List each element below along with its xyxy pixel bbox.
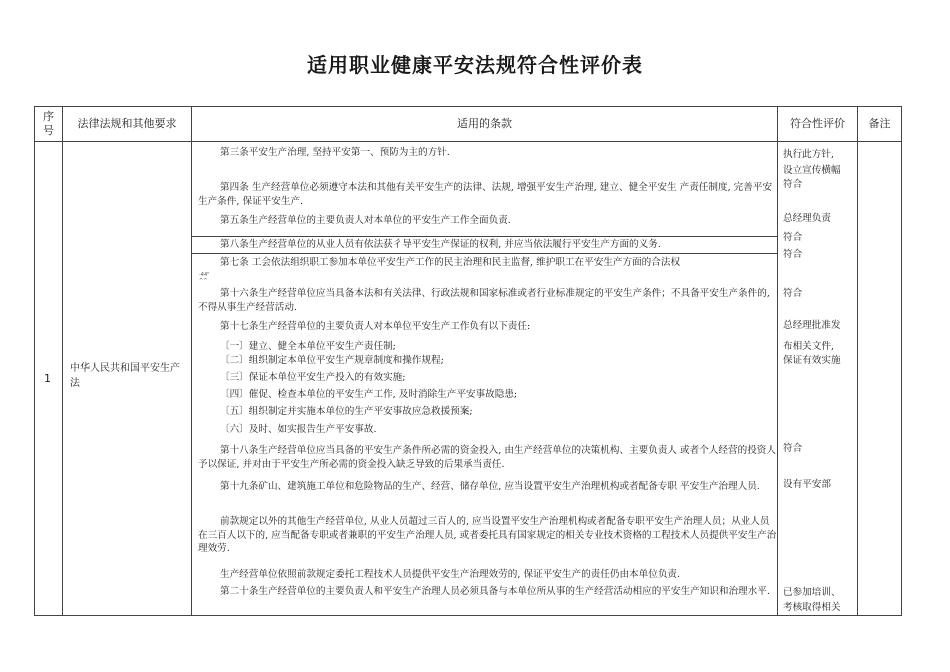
clause-divider [191,253,777,254]
clause-item: 第十六条生产经营单位应当具备本法和有关法律、行政法规和国家标准或者行业标准规定的平安生产条件；不具备平安生产条件的, 不得从事生产经营活动. [198,288,770,313]
evaluation-text: 符合 [783,443,803,454]
evaluation-text: 设有平安部 [783,479,831,490]
clause-item: 第三条平安生产治理, 坚持平安第一、预防为主的方针. [220,147,450,158]
evaluation-text: 设立宣传横幅 [783,165,841,176]
clause-item: 前款规定以外的其他生产经营单位, 从业人员超过三百人的, 应当设置平安生产治理机构或者配备专职平安生产治理人员；从业人员在三百人以下的, 应当配备专职或者兼职的平安生产治理人员, 或者委托具有国家规定的相关专业技术资格的工程技术人员提供平安生产治理效劳. [198,516,777,554]
col-divider [857,106,858,616]
clause-item: 〔一〕建立、健全本单位平安生产责任制; [220,341,396,352]
evaluation-text: 符合 [783,232,803,243]
clause-item: 第十八条生产经营单位应当具备的平安生产条件所必需的资金投入, 由生产经营单位的决策机构、主要负责人 或者个人经营的投资人予以保证, 并对由于平安生产所必需的资金投入缺乏导致的后果承当责任. [198,445,776,470]
evaluation-text: 执行此方针, [783,149,835,160]
clause-item: 第八条生产经营单位的从业人员有依法获彳导平安生产保证的权利, 并应当依法履行平安生产方面的义务. [220,239,661,250]
header-divider [34,141,902,142]
evaluation-text: 保证有效实施 [783,355,841,366]
clause-item: 第五条生产经营单位的主要负责人对本单位的平安生产工作全面负责. [220,215,511,226]
clause-item: 第十七条生产经营单位的主要负责人对本单位平安生产工作负有以下责任: [220,321,531,332]
ocr-noise-text: -44" ^^ [199,272,210,284]
clause-divider [191,236,777,237]
col-divider [62,106,63,616]
header-law: 法律法规和其他要求 [77,117,177,130]
header-remark: 备注 [868,117,891,130]
page-title: 适用职业健康平安法规符合性评价表 [307,53,643,77]
evaluation-text: 考核取得相关 [783,602,841,613]
row-number: 1 [44,372,51,385]
clause-item: 第七条 工会依法组织职工参加本单位平安生产工作的民主治理和民主监督, 维护职工在平安生产方面的合法权 [220,257,681,268]
clause-item: 第十九条矿山、建筑施工单位和危险物品的生产、经营、储存单位, 应当设置平安生产治理机构或者配备专职 平安生产治理人员. [220,481,760,492]
evaluation-text: 总经理批准发 [783,320,841,331]
evaluation-text: 布相关文件, [783,341,835,352]
evaluation-text: 总经理负责 [783,213,831,224]
clause-item: 〔四〕催促、检查本单位的平安生产工作, 及时消除生产平安事故隐患; [220,389,518,400]
clause-item: 生产经营单位依照前款规定委托工程技术人员提供平安生产治理效劳的, 保证平安生产的责任仍由本单位负责. [220,569,681,580]
col-divider [191,106,192,616]
evaluation-text: 符合 [783,179,803,190]
clause-item: 〔二〕组织制定本单位平安生产规章制度和操作规程; [220,355,444,366]
header-clauses: 适用的条款 [457,117,512,130]
clause-item: 〔六〕及时、如实报告生产平安事故. [220,424,377,435]
clause-item: 〔五〕组织制定并实施本单位的生产平安事故应急救援预案; [220,406,473,417]
evaluation-text: 符合 [783,249,803,260]
header-evaluation: 符合性评价 [790,117,845,130]
header-no: 序号 [43,110,54,137]
law-name: 中华人民共和国平安生产法 [70,363,180,389]
clause-item: 第四条 生产经营单位必须遵守本法和其他有关平安生产的法律、法规, 增强平安生产治理, 建立、健全平安生 产责任制度, 完善平安生产条件, 保证平安生产. [198,182,773,207]
evaluation-text: 符合 [783,288,803,299]
clause-item: 第二十条生产经营单位的主要负责人和平安生产治理人员必须具备与本单位所从事的生产经营活动相应的平安生产知识和治理水平. [220,586,770,597]
evaluation-text: 已参加培训、 [783,587,841,598]
clause-item: 〔三〕保证本单位平安生产投入的有效实施; [220,372,406,383]
